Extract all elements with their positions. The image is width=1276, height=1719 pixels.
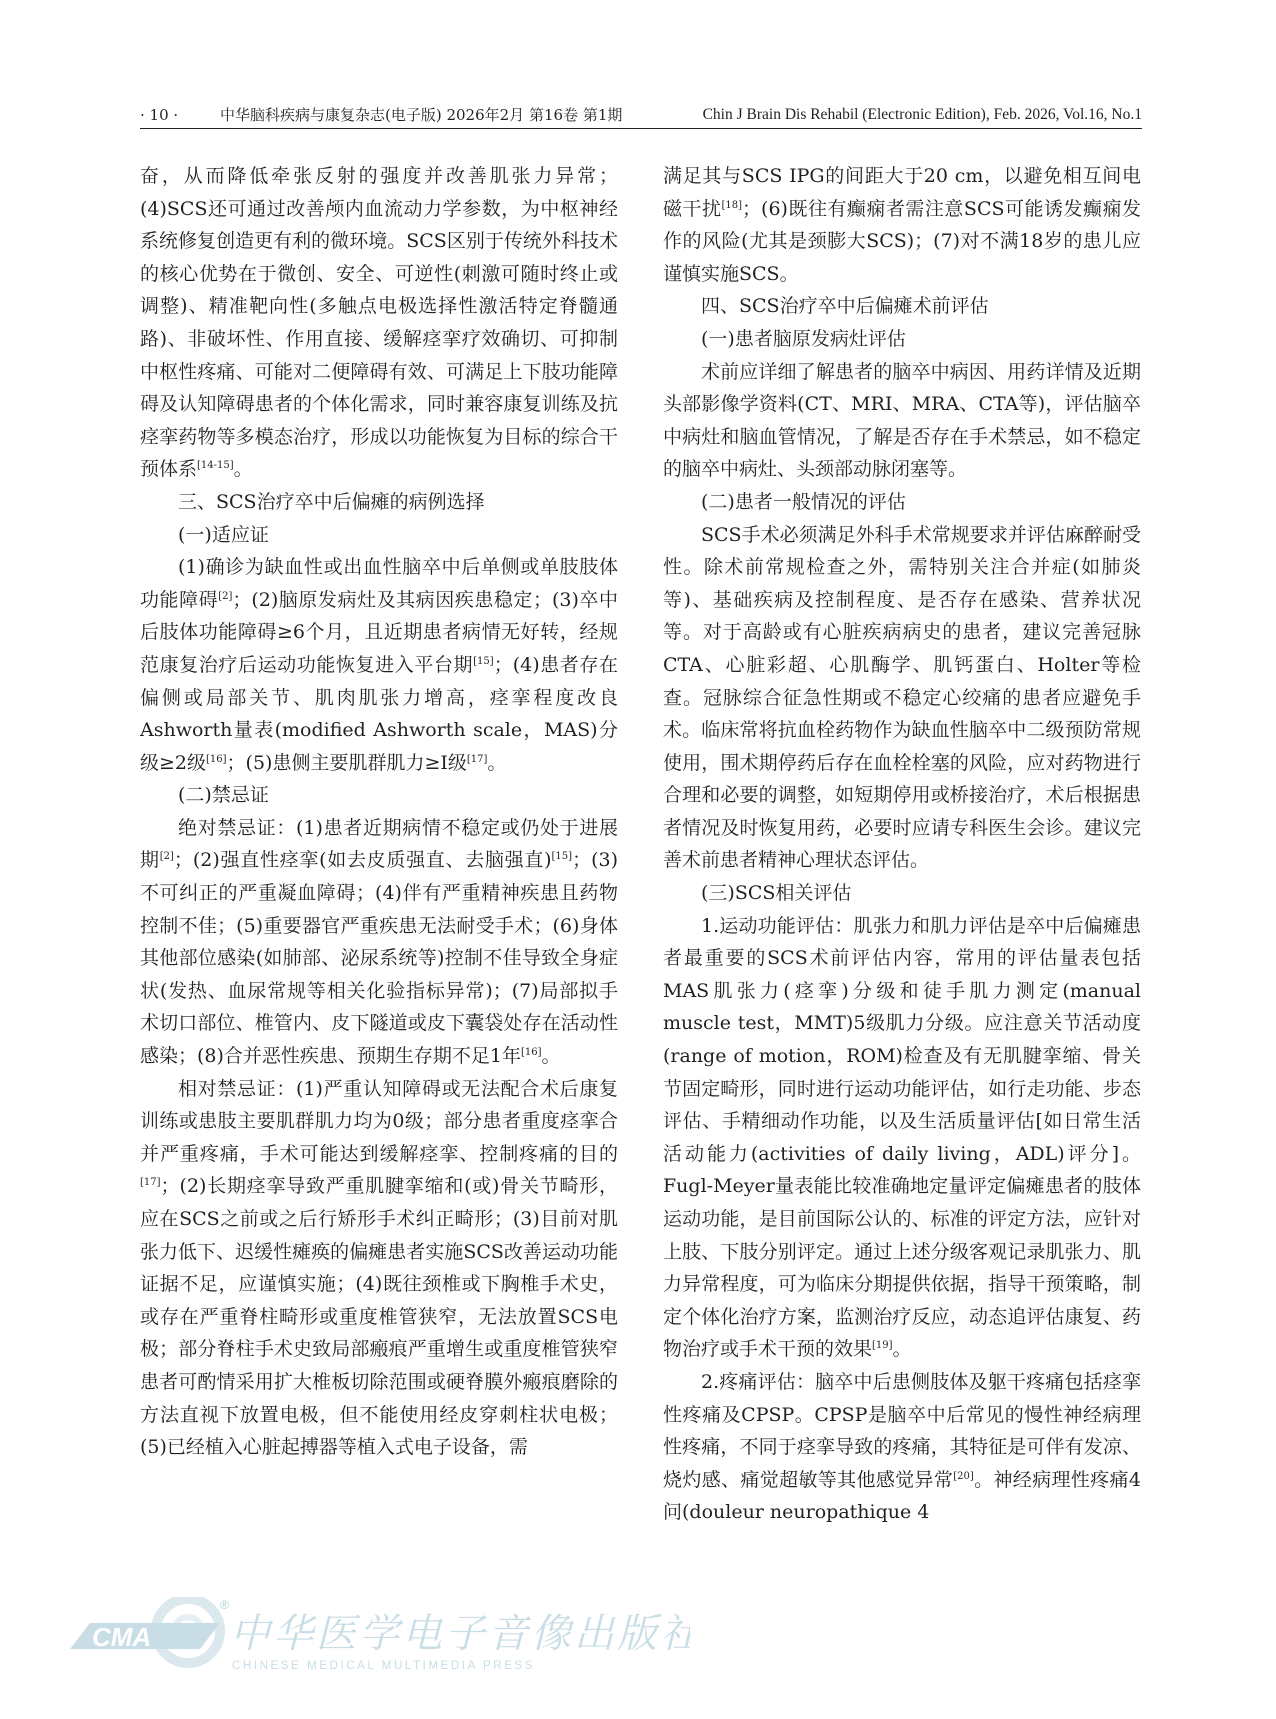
- journal-title-en: Chin J Brain Dis Rehabil (Electronic Edition), Feb. 2026, Vol.16, No.1: [702, 106, 1142, 123]
- section-heading: [663, 323, 1141, 356]
- section-heading: [140, 779, 618, 812]
- registered-mark: ®: [220, 1598, 229, 1612]
- text-run: 术前应详细了解患者的脑卒中病因、用药详情及近期头部影像学资料(CT、MRI、MRA、CTA等)，评估脑卒中病灶和脑血管情况，了解是否存在手术禁忌，如不稳定的脑卒中病灶、头颈部动脉闭塞等。: [663, 360, 1141, 481]
- paragraph: [663, 160, 1141, 290]
- citation-ref: [2]: [159, 851, 174, 863]
- text-run: 三、SCS治疗卒中后偏瘫的病例选择: [178, 490, 485, 513]
- text-run: 1.运动功能评估：肌张力和肌力评估是卒中后偏瘫患者最重要的SCS术前评估内容，常用的评估量表包括MAS肌张力(痉挛)分级和徒手肌力测定(manual muscle test，MMT)5级肌力分级。应注意关节活动度(range of motion，ROM)检查及有无肌腱挛缩、骨关节固定畸形，同时进行运动功能评估，如行走功能、步态评估、手精细动作功能，以及生活质量评估[如日常生活活动能力(activities of daily living，ADL)评分]。Fugl-Meyer量表能比较准确地定量评定偏瘫患者的肢体运动功能，是目前国际公认的、标准的评定方法，应针对上肢、下肢分别评定。通过上述分级客观记录肌张力、肌力异常程度，可为临床分期提供依据，指导干预策略，制定个体化治疗方案，监测治疗反应，动态追评估康复、药物治疗或手术干预的效果: [663, 914, 1141, 1361]
- logo-mark-text: CMA: [92, 1622, 152, 1652]
- text-run: (一)患者脑原发病灶评估: [701, 327, 906, 350]
- citation-ref: [15]: [551, 851, 573, 863]
- paragraph: [663, 356, 1141, 486]
- paragraph: [663, 519, 1141, 878]
- citation-ref: [17]: [140, 1177, 161, 1189]
- text-run: (1)确诊为缺血性或出血性脑卒中后单侧或单肢肢体功能障碍: [140, 556, 618, 611]
- text-run: ；(2)脑原发病灶及其病因疾患稳定；(3)卒中后肢体功能障碍≥6个月，且近期患者病情无好转，经规范康复治疗后运动功能恢复进入平台期: [140, 588, 618, 676]
- section-heading: [140, 486, 618, 519]
- text-run: 相对禁忌证：(1)严重认知障碍或无法配合术后康复训练或患肢主要肌群肌力均为0级；部分患者重度痉挛合并严重疼痛，手术可能达到缓解痉挛、控制疼痛的目的: [140, 1077, 618, 1165]
- text-run: 四、SCS治疗卒中后偏瘫术前评估: [701, 295, 989, 318]
- citation-ref: [17]: [466, 753, 488, 765]
- text-run: ；(4)患者存在偏侧或局部关节、肌肉肌张力增高，痉挛程度改良Ashworth量表(modified Ashworth scale，MAS)分级≥2级: [140, 653, 618, 774]
- publisher-name-cn: 中华医学电子音像出版社: [230, 1611, 690, 1657]
- section-heading: [663, 290, 1141, 323]
- citation-ref: [15]: [473, 655, 494, 667]
- text-run: (一)适应证: [178, 523, 269, 546]
- paragraph: [140, 160, 618, 486]
- text-run: ；(2)长期痉挛导致严重肌腱挛缩和(或)骨关节畸形，应在SCS之前或之后行矫形手术纠正畸形；(3)目前对肌张力低下、迟缓性瘫痪的偏瘫患者实施SCS改善运动功能证据不足，应谨慎实施；(4)既往颈椎或下胸椎手术史，或存在严重脊柱畸形或重度椎管狭窄，无法放置SCS电极；部分脊柱手术史致局部瘢痕严重增生或重度椎管狭窄患者可酌情采用扩大椎板切除范围或硬脊膜外瘢痕磨除的方法直视下放置电极，但不能使用经皮穿刺柱状电极；(5)已经植入心脏起搏器等植入式电子设备，需: [140, 1175, 618, 1459]
- text-run: 。: [487, 751, 507, 774]
- section-heading: [140, 519, 618, 552]
- text-run: ；(3)不可纠正的严重凝血障碍；(4)伴有严重精神疾患且药物控制不佳；(5)重要器官严重疾患无法耐受手术；(6)身体其他部位感染(如肺部、泌尿系统等)控制不佳导致全身症状(发热、血尿常规等相关化验指标异常)；(7)局部拟手术切口部位、椎管内、皮下隧道或皮下囊袋处存在活动性感染；(8)合并恶性疾患、预期生存期不足1年: [140, 849, 618, 1068]
- running-header: [140, 104, 1142, 129]
- text-run: 。神经病理性疼痛4问(douleur neuropathique 4: [663, 1468, 1141, 1524]
- citation-ref: [19]: [872, 1340, 893, 1352]
- text-run: ；(2)强直性痉挛(如去皮质强直、去脑强直): [173, 849, 552, 872]
- citation-ref: [16]: [521, 1047, 542, 1059]
- text-run: (二)患者一般情况的评估: [701, 490, 906, 513]
- text-run: 。: [892, 1338, 912, 1361]
- page-number: · 10 ·: [140, 106, 179, 124]
- text-run: (三)SCS相关评估: [701, 882, 852, 905]
- text-run: 。: [541, 1045, 561, 1068]
- text-run: SCS手术必须满足外科手术常规要求并评估麻醉耐受性。除术前常规检查之外，需特别关注合并症(如肺炎等)、基础疾病及控制程度、是否存在感染、营养状况等。对于高龄或有心脏疾病病史的患者，建议完善冠脉CTA、心脏彩超、心肌酶学、肌钙蛋白、Holter等检查。冠脉综合征急性期或不稳定心绞痛的患者应避免手术。临床常将抗血栓药物作为缺血性脑卒中二级预防常规使用，围术期停药后存在血栓栓塞的风险，应对药物进行合理和必要的调整，如短期停用或桥接治疗，术后根据患者情况及时恢复用药，必要时应请专科医生会诊。建议完善术前患者精神心理状态评估。: [663, 523, 1141, 872]
- paragraph: [140, 812, 618, 1073]
- right-column: [663, 160, 1141, 1529]
- cma-logo-icon: [70, 1597, 690, 1677]
- text-run: 。: [233, 458, 253, 481]
- publisher-name-en: CHINESE MEDICAL MULTIMEDIA PRESS: [232, 1660, 536, 1672]
- section-heading: [663, 486, 1141, 519]
- publisher-watermark: [70, 1597, 690, 1677]
- paragraph: [140, 551, 618, 779]
- text-run: ；(5)患侧主要肌群肌力≥Ⅰ级: [226, 751, 467, 774]
- citation-ref: [14-15]: [197, 460, 234, 472]
- section-heading: [663, 877, 1141, 910]
- citation-ref: [16]: [206, 753, 227, 765]
- citation-ref: [18]: [721, 199, 743, 211]
- paragraph: [663, 910, 1141, 1366]
- journal-title-cn: 中华脑科疾病与康复杂志(电子版) 2026年2月 第16卷 第1期: [220, 106, 623, 124]
- text-run: (二)禁忌证: [178, 784, 269, 807]
- citation-ref: [20]: [953, 1470, 974, 1482]
- text-run: 绝对禁忌证：(1)患者近期病情不稳定或仍处于进展期: [140, 816, 618, 872]
- text-run: 2.疼痛评估：脑卒中后患侧肢体及躯干疼痛包括痉挛性疼痛及CPSP。CPSP是脑卒中后常见的慢性神经病理性疼痛，不同于痉挛导致的疼痛，其特征是可伴有发凉、烧灼感、痛觉超敏等其他感觉异常: [663, 1370, 1141, 1491]
- citation-ref: [2]: [218, 590, 233, 602]
- text-run: 满足其与SCS IPG的间距大于20 cm，以避免相互间电磁干扰: [663, 165, 1141, 220]
- paragraph: [663, 1366, 1141, 1529]
- text-run: 奋，从而降低牵张反射的强度并改善肌张力异常；(4)SCS还可通过改善颅内血流动力学参数，为中枢神经系统修复创造更有利的微环境。SCS区别于传统外科技术的核心优势在于微创、安全、可逆性(刺激可随时终止或调整)、精准靶向性(多触点电极选择性激活特定脊髓通路)、非破坏性、作用直接、缓解痉挛疗效确切、可抑制中枢性疼痛、可能对二便障碍有效、可满足上下肢功能障碍及认知障碍患者的个体化需求，同时兼容康复训练及抗痉挛药物等多模态治疗，形成以功能恢复为目标的综合干预体系: [140, 165, 618, 481]
- text-run: ；(6)既往有癫痫者需注意SCS可能诱发癫痫发作的风险(尤其是颈膨大SCS)；(7)对不满18岁的患儿应谨慎实施SCS。: [663, 197, 1141, 285]
- paragraph: [140, 1073, 618, 1464]
- left-column: [140, 160, 618, 1464]
